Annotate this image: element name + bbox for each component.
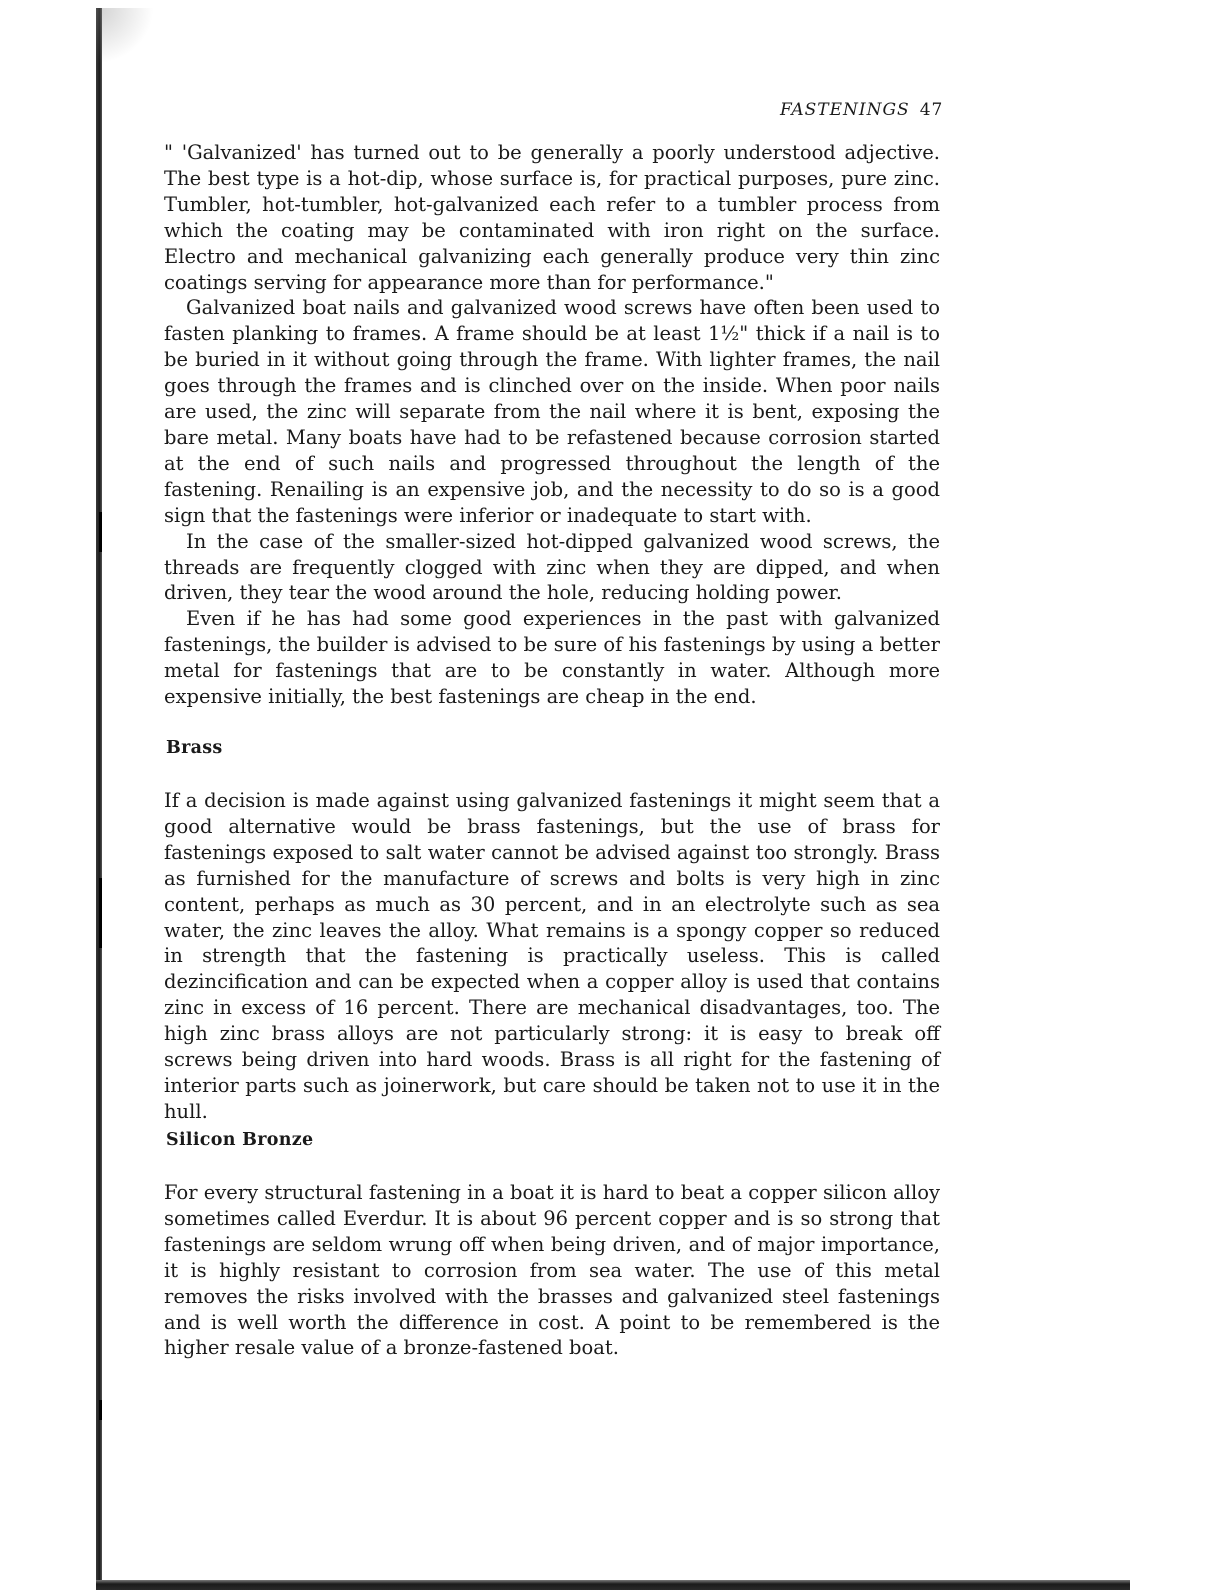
- scan-left-edge: [96, 8, 102, 1588]
- body-paragraph: For every structural fastening in a boat it is hard to beat a copper silicon alloy sometimes called Everdur. It is about 96 percent copper and is so strong that fastenings are seldom wrung off when being driven, and of major importance, it is highly resistant to corrosion from sea water. The use of this metal removes the risks involved with the brasses and galvanized steel fastenings and is well worth the difference in cost. A point to be remembered is the higher resale value of a bronze-fastened boat.: [164, 1181, 940, 1360]
- body-paragraph: Galvanized boat nails and galvanized wood screws have often been used to fasten planking to frames. A frame should be at least 1½" thick if a nail is to be buried in it without going through the frame. With lighter frames, the nail goes through the frames and is clinched over on the inside. When poor nails are used, the zinc will separate from the nail where it is bent, exposing the bare metal. Many boats have had to be refastened because corrosion started at the end of such nails and progressed throughout the length of the fastening. Renailing is an expensive job, and the necessity to do so is a good sign that the fastenings were inferior or inadequate to start with.: [164, 296, 940, 527]
- section-heading-silicon-bronze: Silicon Bronze: [166, 1130, 314, 1150]
- quote-paragraph: " 'Galvanized' has turned out to be generally a poorly understood adjective. The best type is a hot-dip, whose surface is, for practical purposes, pure zinc. Tumbler, hot-tumbler, hot-galvanized each refer to a tumbler process from which the coating may be contaminated with iron right on the surface. Electro and mechanical galvanizing each generally produce very thin zinc coatings serving for appearance more than for performance.": [164, 141, 940, 294]
- body-paragraph: If a decision is made against using galvanized fastenings it might seem that a good alternative would be brass fastenings, but the use of brass for fastenings exposed to salt water cannot be advised against too strongly. Brass as furnished for the manufacture of screws and bolts is very high in zinc content, perhaps as much as 30 percent, and in an electrolyte such as sea water, the zinc leaves the alloy. What remains is a spongy copper so reduced in strength that the fastening is practically useless. This is called dezincification and can be expected when a copper alloy is used that contains zinc in excess of 16 percent. There are mechanical disadvantages, too. The high zinc brass alloys are not particularly strong: it is easy to break off screws being driven into hard woods. Brass is all right for the fastening of interior parts such as joinerwork, but care should be taken not to use it in the hull.: [164, 789, 940, 1123]
- scan-margin-mark: [99, 1400, 102, 1420]
- brass-text: [164, 788, 940, 1125]
- running-head: [780, 100, 944, 120]
- running-head-title: FASTENINGS: [780, 100, 910, 120]
- intro-text: [164, 140, 940, 710]
- silicon-bronze-text: [164, 1180, 940, 1361]
- scan-margin-mark: [99, 878, 102, 948]
- section-heading-brass: Brass: [166, 738, 223, 758]
- scan-margin-mark: [99, 512, 102, 552]
- scan-smudge: [96, 8, 154, 64]
- page-number: 47: [919, 100, 944, 120]
- body-paragraph: Even if he has had some good experiences in the past with galvanized fastenings, the builder is advised to be sure of his fastenings by using a better metal for fastenings that are to be constantly in water. Although more expensive initially, the best fastenings are cheap in the end.: [164, 607, 940, 709]
- body-paragraph: In the case of the smaller-sized hot-dipped galvanized wood screws, the threads are frequently clogged with zinc when they are dipped, and when driven, they tear the wood around the hole, reducing holding power.: [164, 529, 940, 605]
- scan-bottom-edge: [96, 1580, 1130, 1590]
